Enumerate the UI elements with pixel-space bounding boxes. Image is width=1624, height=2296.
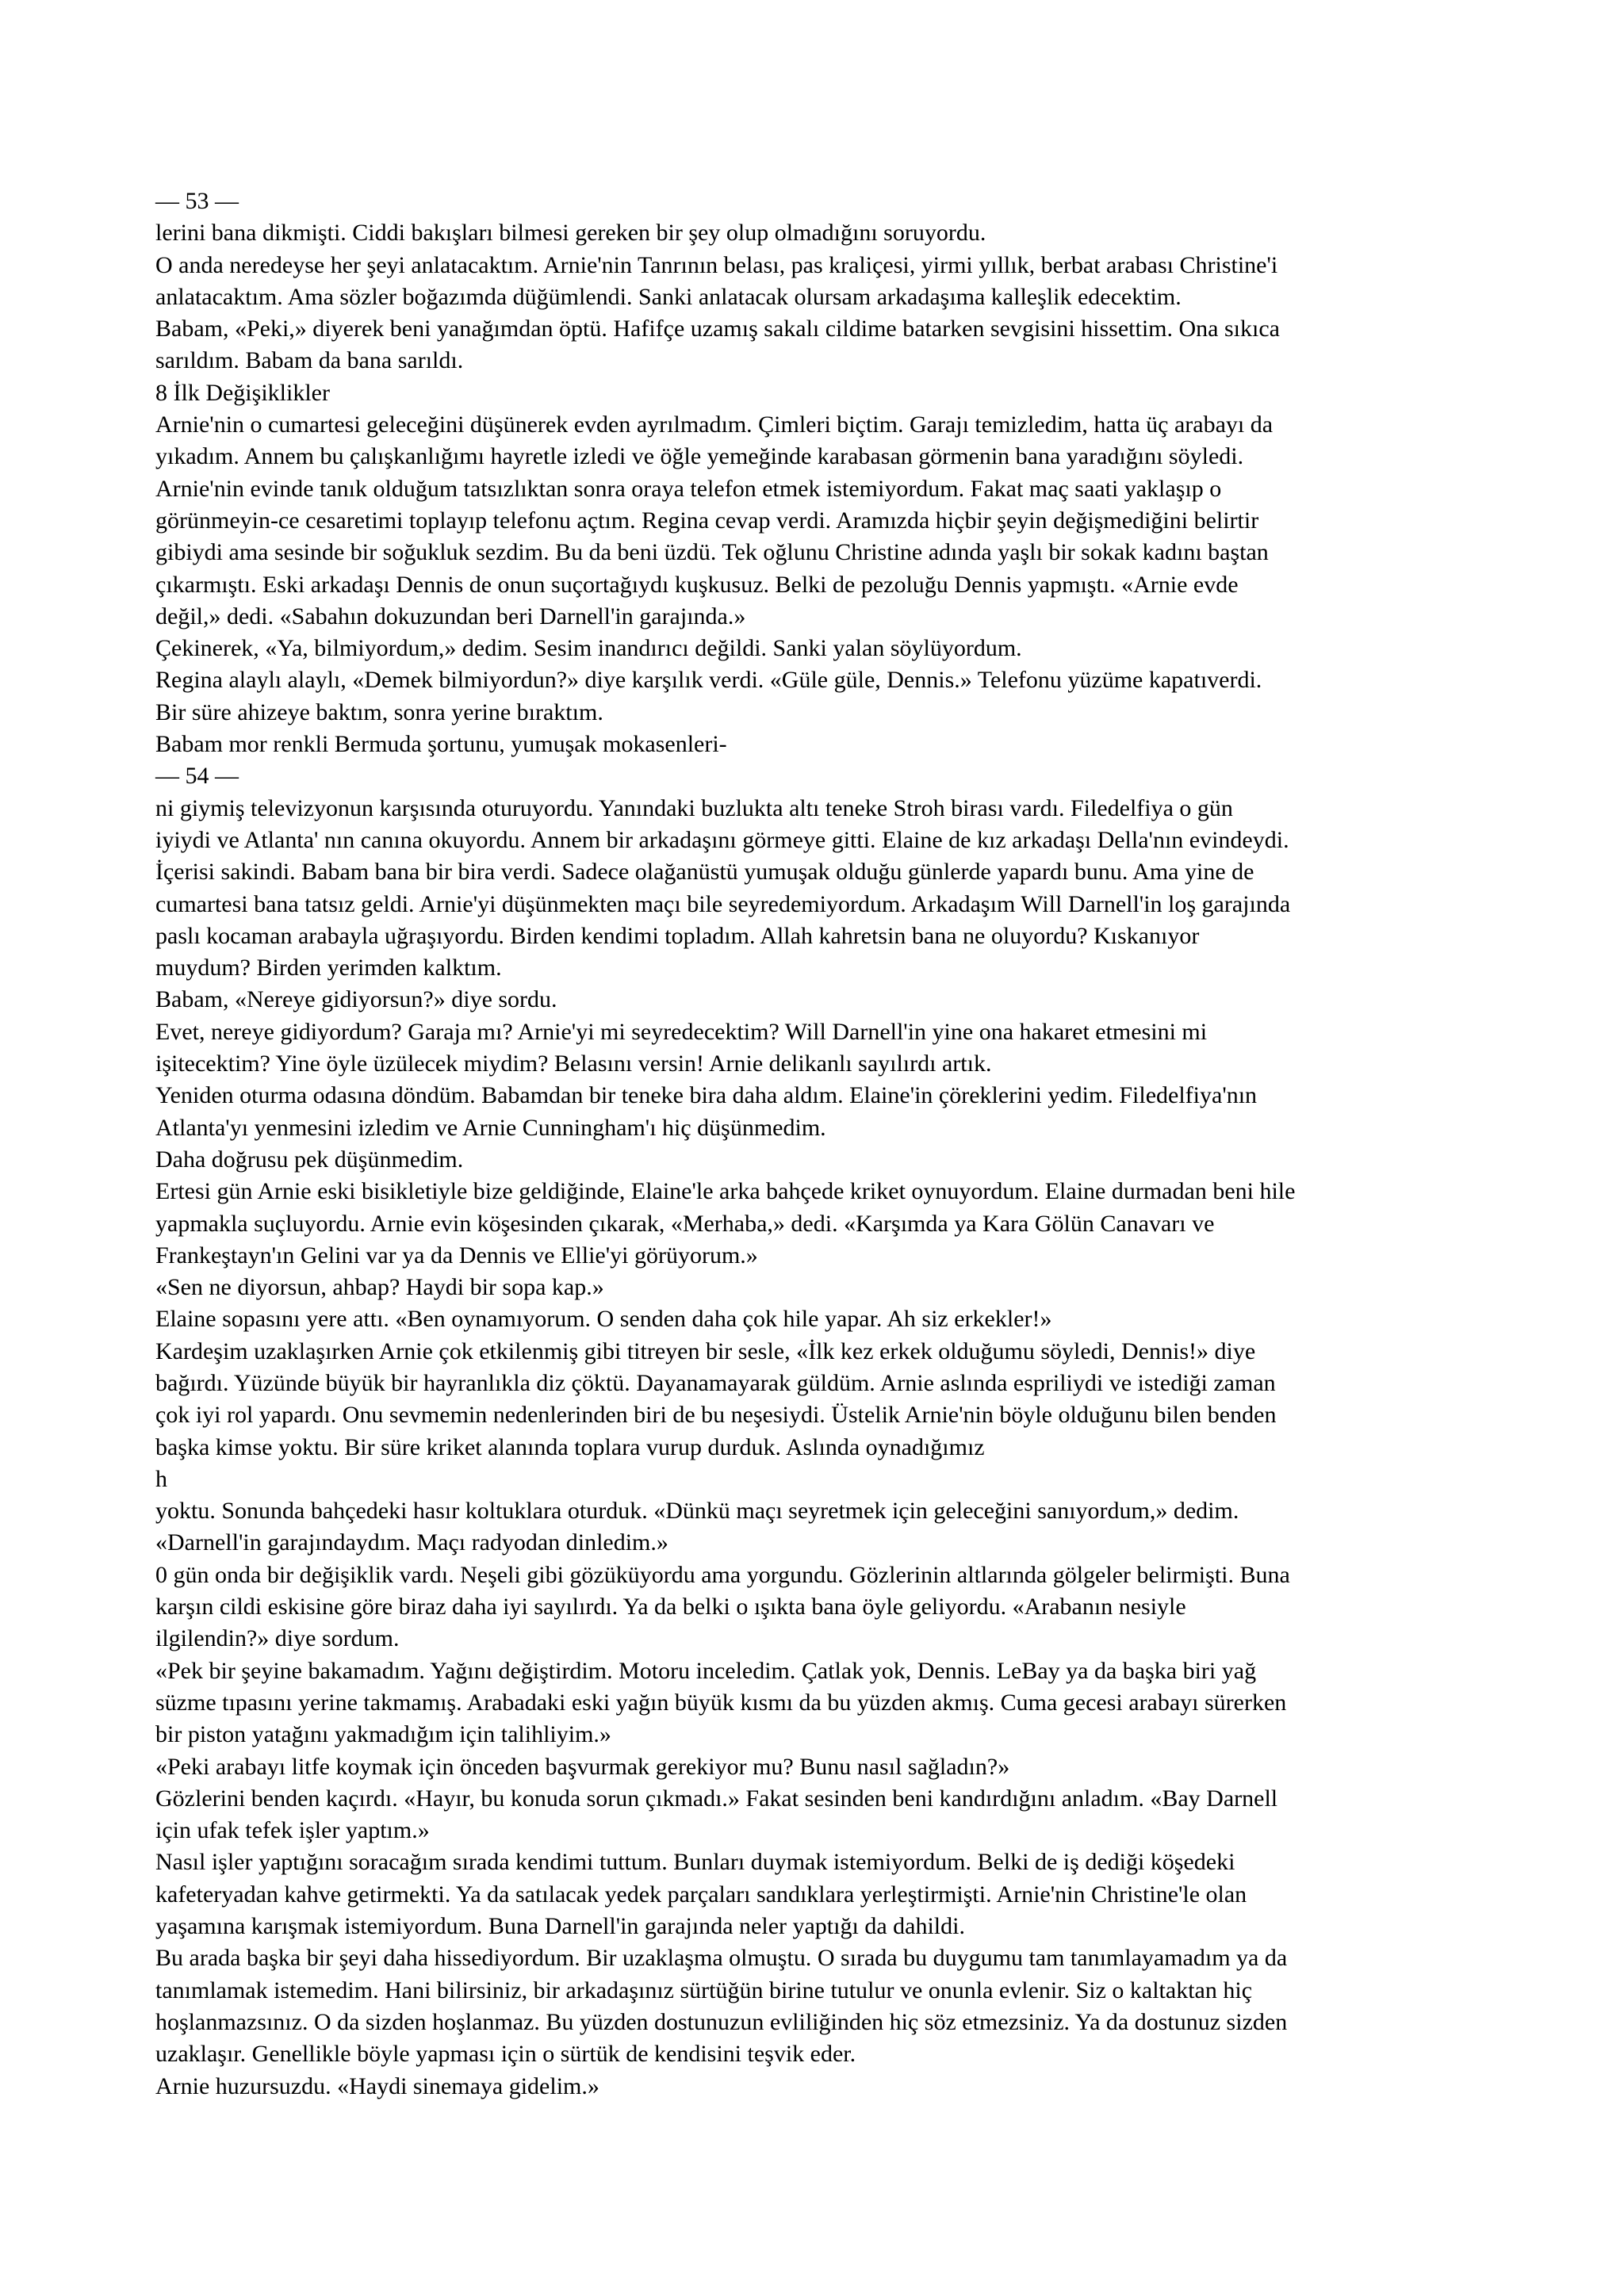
text-line: Elaine sopasını yere attı. «Ben oynamıyorum. O senden daha çok hile yapar. Ah siz erkekler!» <box>155 1306 1052 1333</box>
text-line: yoktu. Sonunda bahçedeki hasır koltuklara oturduk. «Dünkü maçı seyretmek için geleceğini sanıyordum,» dedim. <box>155 1498 1239 1525</box>
text-line: yapmakla suçluyordu. Arnie evin köşesinden çıkarak, «Merhaba,» dedi. «Karşımda ya Kara Gölün Canavarı ve <box>155 1210 1215 1237</box>
text-line: bir piston yatağını yakmadığım için talihliyim.» <box>155 1721 611 1748</box>
text-line: Arnie'nin o cumartesi geleceğini düşünerek evden ayrılmadım. Çimleri biçtim. Garajı temizledim, hatta üç arabayı da <box>155 411 1274 438</box>
text-line: «Pek bir şeyine bakamadım. Yağını değiştirdim. Motoru inceledim. Çatlak yok, Dennis. LeBay ya da başka biri yağ <box>155 1657 1257 1684</box>
text-line: Ertesi gün Arnie eski bisikletiyle bize geldiğinde, Elaine'le arka bahçede kriket oynuyordum. Elaine durmadan beni hile <box>155 1178 1296 1205</box>
text-line: sarıldım. Babam da bana sarıldı. <box>155 347 464 374</box>
text-line: İçerisi sakindi. Babam bana bir bira verdi. Sadece olağanüstü yumuşak olduğu günlerde yapardı bunu. Ama yine de <box>155 859 1254 886</box>
text-line: uzaklaşır. Genellikle böyle yapması için o sürtük de kendisini teşvik eder. <box>155 2041 856 2068</box>
text-line: Bu arada başka bir şeyi daha hissediyordum. Bir uzaklaşma olmuştu. O sırada bu duygumu tam tanımlayamadım ya da <box>155 1945 1288 1972</box>
text-line: 0 gün onda bir değişiklik vardı. Neşeli gibi gözüküyordu ama yorgundu. Gözlerinin altlarında gölgeler belirmişti. Buna <box>155 1561 1290 1588</box>
text-line: paslı kocaman arabayla uğraşıyordu. Birden kendimi topladım. Allah kahretsin bana ne oluyordu? Kıskanıyor <box>155 922 1200 949</box>
text-line: Nasıl işler yaptığını soracağım sırada kendimi tuttum. Bunları duymak istemiyordum. Belki de iş dediği köşedeki <box>155 1849 1235 1876</box>
text-line: Daha doğrusu pek düşünmedim. <box>155 1146 464 1173</box>
text-line: Regina alaylı alaylı, «Demek bilmiyordun?» diye karşılık verdi. «Güle güle, Dennis.» Telefonu yüzüme kapatıverdi. <box>155 667 1262 694</box>
text-line: — 54 — <box>155 763 239 790</box>
text-line: bağırdı. Yüzünde büyük bir hayranlıkla diz çöktü. Dayanamayarak güldüm. Arnie aslında espriliydi ve istediği zaman <box>155 1369 1276 1396</box>
text-line: yaşamına karışmak istemiyordum. Buna Darnell'in garajında neler yaptığı da dahildi. <box>155 1913 965 1940</box>
text-line: tanımlamak istemedim. Hani bilirsiniz, bir arkadaşınız sürtüğün birine tutulur ve onunla evlenir. Siz o kaltaktan hiç <box>155 1976 1253 2003</box>
text-line: başka kimse yoktu. Bir süre kriket alanında toplara vurup durduk. Aslında oynadığımız <box>155 1433 985 1460</box>
text-line: iyiydi ve Atlanta' nın canına okuyordu. Annem bir arkadaşını görmeye gitti. Elaine de kız arkadaşı Della'nın evindeydi. <box>155 826 1289 853</box>
text-line: Arnie huzursuzdu. «Haydi sinemaya gidelim.» <box>155 2072 599 2099</box>
text-line: Bir süre ahizeye baktım, sonra yerine bıraktım. <box>155 698 603 725</box>
text-line: Atlanta'yı yenmesini izledim ve Arnie Cunningham'ı hiç düşünmedim. <box>155 1114 826 1141</box>
text-line: Yeniden oturma odasına döndüm. Babamdan bir teneke bira daha aldım. Elaine'in çöreklerini yedim. Filedelfiya'nın <box>155 1082 1258 1109</box>
text-line: ni giymiş televizyonun karşısında oturuyordu. Yanındaki buzlukta altı teneke Stroh birası vardı. Filedelfiya o gün <box>155 794 1233 821</box>
text-line: kafeteryadan kahve getirmekti. Ya da satılacak yedek parçaları sandıklara yerleştirmişti. Arnie'nin Christine'le olan <box>155 1881 1247 1908</box>
text-line: çok iyi rol yapardı. Onu sevmemin nedenlerinden biri de bu neşesiydi. Üstelik Arnie'nin böyle olduğunu bilen benden <box>155 1402 1277 1429</box>
text-line: işitecektim? Yine öyle üzülecek miydim? Belasını versin! Arnie delikanlı sayılırdı artık. <box>155 1050 992 1077</box>
text-line: Gözlerini benden kaçırdı. «Hayır, bu konuda sorun çıkmadı.» Fakat sesinden beni kandırdığını anladım. «Bay Darnell <box>155 1785 1278 1812</box>
text-line: «Peki arabayı litfe koymak için önceden başvurmak gerekiyor mu? Bunu nasıl sağladın?» <box>155 1753 1010 1780</box>
text-line: «Sen ne diyorsun, ahbap? Haydi bir sopa kap.» <box>155 1274 604 1301</box>
text-line: Frankeştayn'ın Gelini var ya da Dennis ve Ellie'yi görüyorum.» <box>155 1242 758 1269</box>
text-line: 8 İlk Değişiklikler <box>155 379 330 406</box>
text-line: hoşlanmazsınız. O da sizden hoşlanmaz. Bu yüzden dostunuzun evliliğinden hiç söz etmezsiniz. Ya da dostunuz sizden <box>155 2008 1288 2035</box>
text-line: cumartesi bana tatsız geldi. Arnie'yi düşünmekten maçı bile seyredemiyordum. Arkadaşım Will Darnell'in loş garajında <box>155 890 1291 917</box>
text-line: — 53 — <box>155 188 239 214</box>
text-line: Arnie'nin evinde tanık olduğum tatsızlıktan sonra oraya telefon etmek istemiyordum. Fakat maç saati yaklaşıp o <box>155 475 1222 502</box>
text-line: h <box>155 1465 167 1492</box>
text-line: yıkadım. Annem bu çalışkanlığımı hayretle izledi ve öğle yemeğinde karabasan görmenin bana yaradığını söyledi. <box>155 443 1244 470</box>
text-line: süzme tıpasını yerine takmamış. Arabadaki eski yağın büyük kısmı da bu yüzden akmış. Cuma gecesi arabayı sürerken <box>155 1689 1287 1716</box>
text-line: O anda neredeyse her şeyi anlatacaktım. Arnie'nin Tanrının belası, pas kraliçesi, yirmi yıllık, berbat arabası Christine'i <box>155 251 1278 278</box>
text-line: lerini bana dikmişti. Ciddi bakışları bilmesi gereken bir şey olup olmadığını soruyordu. <box>155 220 986 247</box>
text-line: çıkarmıştı. Eski arkadaşı Dennis de onun suçortağıydı kuşkusuz. Belki de pezoluğu Dennis yapmıştı. «Arnie evde <box>155 571 1239 598</box>
text-line: gibiydi ama sesinde bir soğukluk sezdim. Bu da beni üzdü. Tek oğlunu Christine adında yaşlı bir sokak kadını baştan <box>155 539 1269 566</box>
text-line: ilgilendin?» diye sordum. <box>155 1625 400 1652</box>
text-line: Evet, nereye gidiyordum? Garaja mı? Arnie'yi mi seyredecektim? Will Darnell'in yine ona hakaret etmesini mi <box>155 1018 1208 1045</box>
text-line: için ufak tefek işler yaptım.» <box>155 1817 430 1844</box>
text-line: muydum? Birden yerimden kalktım. <box>155 955 502 982</box>
text-line: Kardeşim uzaklaşırken Arnie çok etkilenmiş gibi titreyen bir sesle, «İlk kez erkek olduğumu söyledi, Dennis!» diye <box>155 1337 1256 1364</box>
text-line: Babam, «Peki,» diyerek beni yanağımdan öptü. Hafifçe uzamış sakalı cildime batarken sevgisini hissettim. Ona sıkıca <box>155 316 1280 342</box>
text-line: değil,» dedi. «Sabahın dokuzundan beri Darnell'in garajında.» <box>155 603 746 629</box>
text-line: Çekinerek, «Ya, bilmiyordum,» dedim. Sesim inandırıcı değildi. Sanki yalan söylüyordum. <box>155 635 1022 662</box>
text-line: anlatacaktım. Ama sözler boğazımda düğümlendi. Sanki anlatacak olursam arkadaşıma kalleşlik edecektim. <box>155 283 1182 310</box>
text-line: Babam, «Nereye gidiyorsun?» diye sordu. <box>155 986 557 1013</box>
text-line: «Darnell'in garajındaydım. Maçı radyodan dinledim.» <box>155 1529 668 1556</box>
document-page <box>155 186 1488 2103</box>
text-line: görünmeyin-ce cesaretimi toplayıp telefonu açtım. Regina cevap verdi. Aramızda hiçbir şeyin değişmediğini belirtir <box>155 507 1259 534</box>
text-line: karşın cildi eskisine göre biraz daha iyi sayılırdı. Ya da belki o ışıkta bana öyle geliyordu. «Arabanın nesiyle <box>155 1594 1186 1621</box>
text-line: Babam mor renkli Bermuda şortunu, yumuşak mokasenleri- <box>155 731 727 758</box>
